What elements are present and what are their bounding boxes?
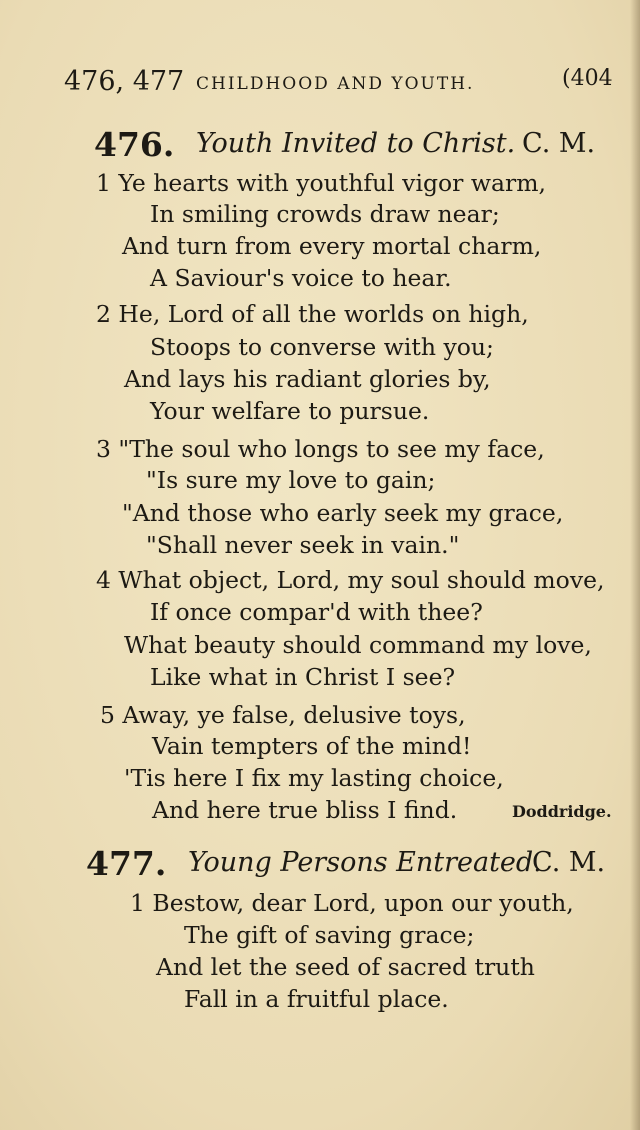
page-edge-shadow (630, 0, 640, 1130)
running-head-section-title: CHILDHOOD AND YOUTH. (196, 74, 475, 94)
author-attribution: Doddridge. (512, 802, 612, 821)
verse-line: 4 What object, Lord, my soul should move, (96, 566, 605, 594)
verse-line: 1 Ye hearts with youthful vigor warm, (96, 169, 546, 197)
verse-line: In smiling crowds draw near; (150, 200, 500, 228)
verse-line: Stoops to converse with you; (150, 333, 494, 361)
running-head-hymn-numbers: 476, 477 (64, 66, 185, 97)
verse-line: And let the seed of sacred truth (156, 953, 535, 981)
verse-line: Your welfare to pursue. (150, 397, 430, 425)
verse-line: The gift of saving grace; (184, 921, 475, 949)
verse-line: Like what in Christ I see? (150, 663, 456, 691)
verse-line: And turn from every mortal charm, (122, 232, 542, 260)
verse-line: 2 He, Lord of all the worlds on high, (96, 300, 529, 328)
verse-line: If once compar'd with thee? (150, 598, 483, 626)
hymn-number: 477. (86, 844, 167, 883)
verse-line: Vain tempters of the mind! (152, 732, 472, 760)
verse-line: 5 Away, ye false, delusive toys, (100, 701, 466, 729)
verse-line: And here true bliss I find. (152, 796, 458, 824)
hymn-title: Youth Invited to Christ. (196, 128, 516, 159)
verse-line: 3 "The soul who longs to see my face, (96, 435, 545, 463)
verse-line: 1 Bestow, dear Lord, upon our youth, (130, 889, 574, 917)
hymn-meter: C. M. (532, 847, 606, 878)
hymn-title: Young Persons Entreated. (188, 847, 542, 878)
verse-line: "Is sure my love to gain; (146, 466, 436, 494)
verse-line: 'Tis here I fix my lasting choice, (124, 764, 504, 792)
hymn-476-heading (0, 125, 640, 165)
verse-line: "Shall never seek in vain." (146, 531, 460, 559)
running-head-page-number: (404 (562, 66, 613, 91)
running-head (64, 66, 613, 102)
verse-line: Fall in a fruitful place. (184, 985, 449, 1013)
hymn-477-heading (0, 844, 640, 884)
verse-line: What beauty should command my love, (124, 631, 592, 659)
verse-line: And lays his radiant glories by, (124, 365, 491, 393)
verse-line: "And those who early seek my grace, (122, 499, 564, 527)
hymn-number: 476. (94, 125, 175, 164)
hymn-meter: C. M. (522, 128, 596, 159)
verse-line: A Saviour's voice to hear. (150, 264, 452, 292)
